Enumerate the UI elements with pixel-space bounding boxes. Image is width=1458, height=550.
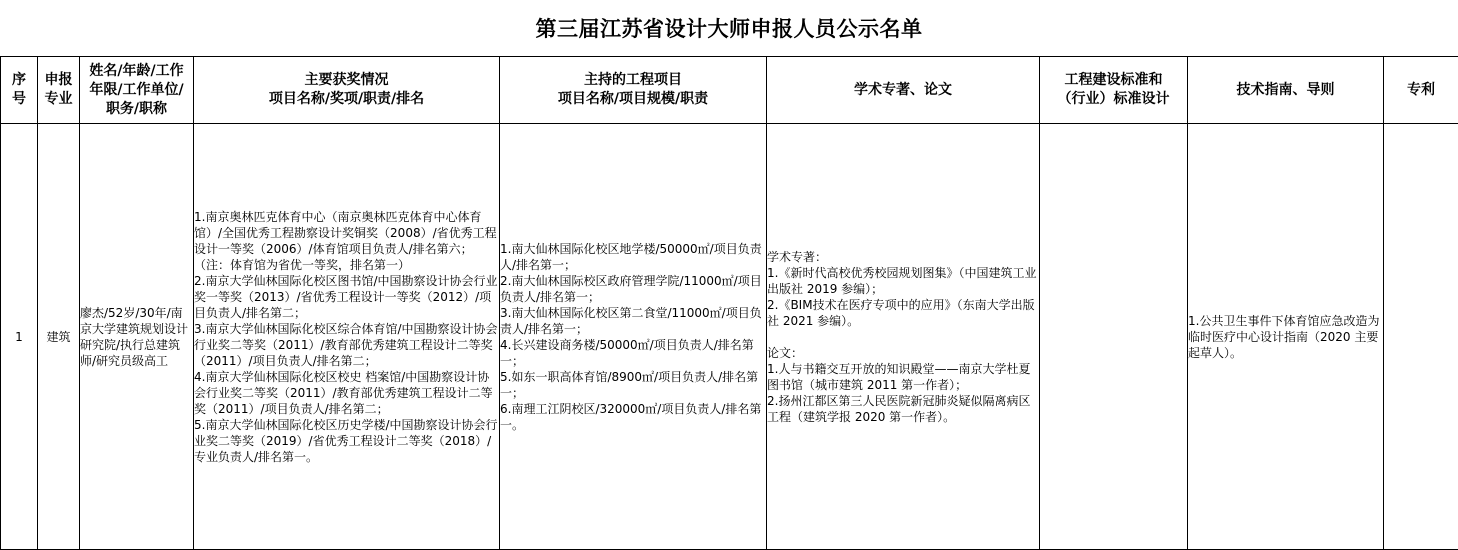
award-item: 2.南京大学仙林国际化校区图书馆/中国勘察设计协会行业奖一等奖（2013）/省优秀工程设计一等奖（2012）/项目负责人/排名第二； <box>194 273 498 320</box>
header-academic: 学术专著、论文 <box>767 57 1040 124</box>
page-title: 第三届江苏省设计大师申报人员公示名单 <box>535 16 923 41</box>
project-item: 2.南大仙林国际校区政府管理学院/11000㎡/项目负责人/排名第一； <box>500 273 762 304</box>
books-label: 学术专著： <box>767 249 828 264</box>
table-row <box>1 124 1458 550</box>
header-guides: 技术指南、导则 <box>1188 57 1384 124</box>
cell-academic <box>767 124 1040 550</box>
project-item: 4.长兴建设商务楼/50000㎡/项目负责人/排名第一； <box>500 337 754 368</box>
award-item: 3.南京大学仙林国际化校区综合体育馆/中国勘察设计协会行业奖二等奖（2011）/教育部优秀建筑工程设计二等奖（2011）/项目负责人/排名第二； <box>194 321 498 368</box>
header-standards <box>1040 57 1188 124</box>
project-item: 6.南理工江阴校区/320000㎡/项目负责人/排名第一。 <box>500 401 762 432</box>
award-item: 5.南京大学仙林国际化校区历史学楼/中国勘察设计协会行业奖二等奖（2019）/省优秀工程设计二等奖（2018）/专业负责人/排名第一。 <box>194 417 498 464</box>
applicant-table <box>0 56 1458 550</box>
header-standards-line1: 工程建设标准和 <box>1064 72 1163 88</box>
header-standards-line2: （行业）标准设计 <box>1057 91 1170 107</box>
header-awards <box>194 57 500 124</box>
header-awards-line1: 主要获奖情况 <box>304 72 389 88</box>
award-item: 1.南京奥林匹克体育中心（南京奥林匹克体育中心体育馆）/全国优秀工程勘察设计奖铜奖（2008）/省优秀工程设计一等奖（2006）/体育馆项目负责人/排名第六；（注：体育馆为省优一等奖，排名第一） <box>194 209 497 272</box>
cell-patents <box>1384 124 1458 550</box>
project-item: 5.如东一职高体育馆/8900㎡/项目负责人/排名第一； <box>500 369 759 400</box>
header-patents: 专利 <box>1384 57 1458 124</box>
header-projects-line2: 项目名称/项目规模/职责 <box>557 91 709 107</box>
header-awards-line2: 项目名称/奖项/职责/排名 <box>268 91 425 107</box>
book-item: 1.《新时代高校优秀校园规划图集》（中国建筑工业出版社 2019 参编）； <box>767 265 1037 296</box>
cell-index: 1 <box>1 124 38 550</box>
paper-item: 2.扬州江都区第三人民医院新冠肺炎疑似隔离病区工程（建筑学报 2020 第一作者）。 <box>767 393 1031 424</box>
spacer <box>767 329 1039 345</box>
header-index: 序号 <box>1 57 38 124</box>
award-item: 4.南京大学仙林国际化校区校史 档案馆/中国勘察设计协会行业奖二等奖（2011）/教育部优秀建筑工程设计二等奖（2011）/项目负责人/排名第二； <box>194 369 493 416</box>
paper-item: 1.人与书籍交互开放的知识殿堂——南京大学杜夏图书馆（城市建筑 2011 第一作者）； <box>767 361 1031 392</box>
cell-projects <box>500 124 767 550</box>
book-item: 2.《BIM技术在医疗专项中的应用》（东南大学出版社 2021 参编）。 <box>767 297 1035 328</box>
project-item: 3.南大仙林国际化校区第二食堂/11000㎡/项目负责人/排名第一； <box>500 305 762 336</box>
cell-major: 建筑 <box>38 124 80 550</box>
header-projects-line1: 主持的工程项目 <box>584 72 682 88</box>
papers-label: 论文： <box>767 345 804 360</box>
header-major: 申报专业 <box>38 57 80 124</box>
project-item: 1.南大仙林国际化校区地学楼/50000㎡/项目负责人/排名第一； <box>500 241 762 272</box>
header-row <box>1 57 1458 124</box>
cell-awards <box>194 124 500 550</box>
cell-standards <box>1040 124 1188 550</box>
header-projects <box>500 57 767 124</box>
cell-guides: 1.公共卫生事件下体育馆应急改造为临时医疗中心设计指南（2020 主要起草人）。 <box>1188 124 1384 550</box>
header-person: 姓名/年龄/工作年限/工作单位/职务/职称 <box>80 57 194 124</box>
cell-person: 廖杰/52岁/30年/南京大学建筑规划设计研究院/执行总建筑师/研究员级高工 <box>80 124 194 550</box>
